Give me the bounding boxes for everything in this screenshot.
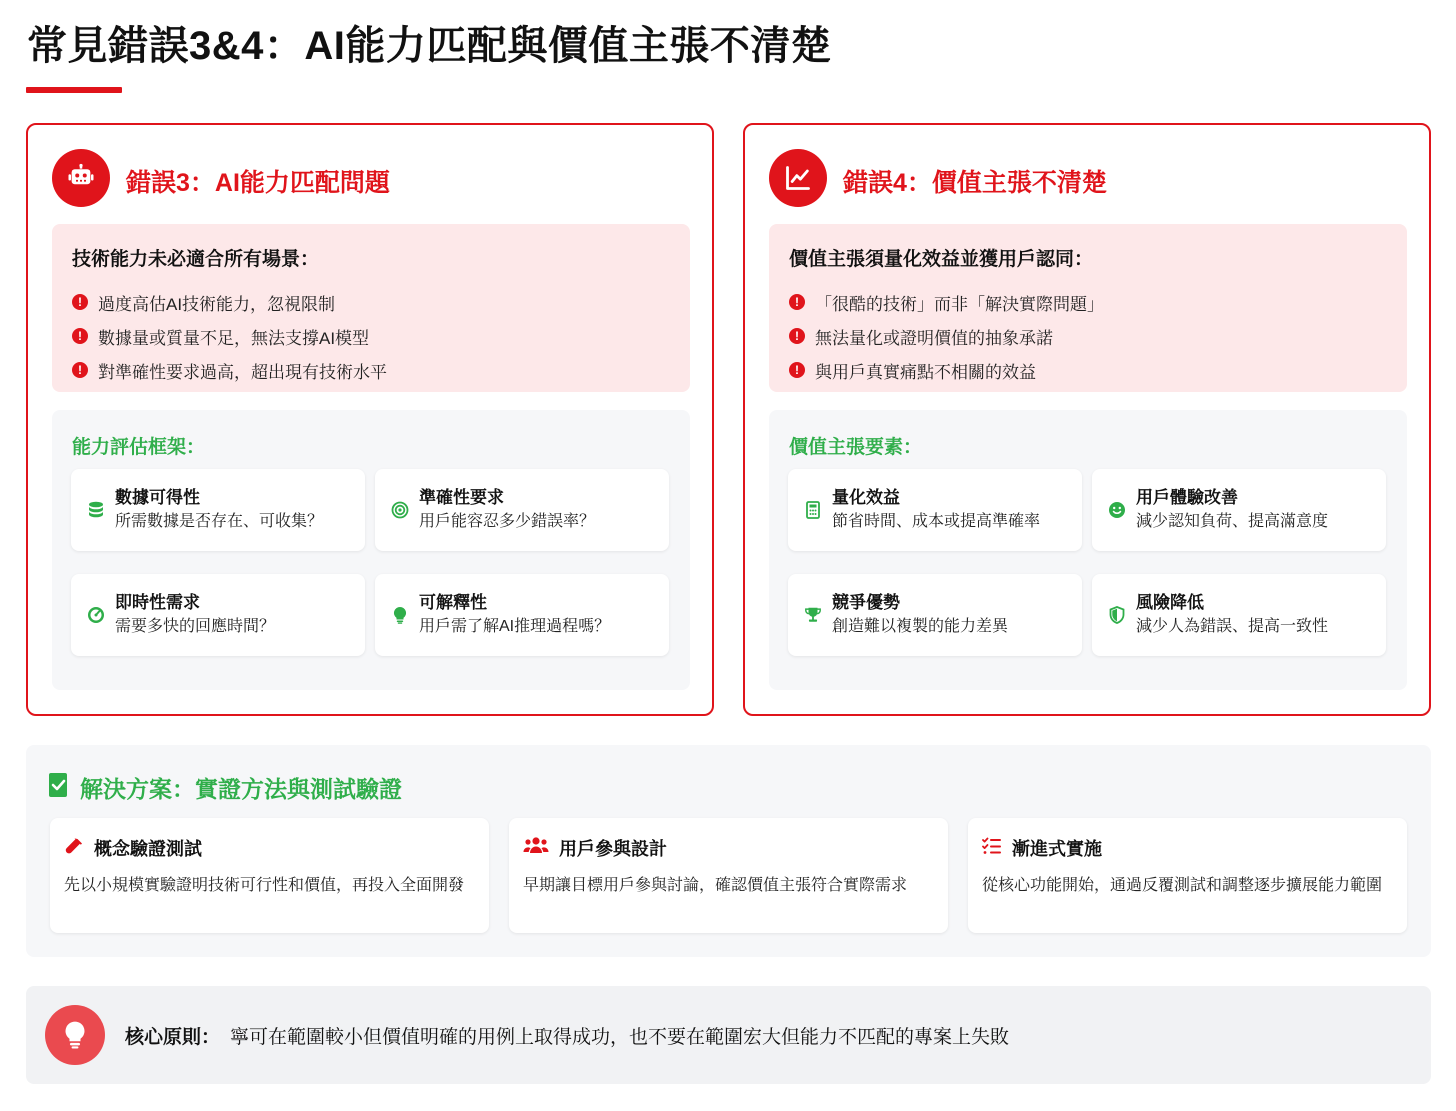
exclamation-icon: !	[72, 294, 88, 310]
target-icon	[391, 501, 409, 519]
smile-icon	[1108, 501, 1126, 519]
capability-framework	[52, 410, 690, 690]
core-principle	[26, 986, 1431, 1084]
trophy-icon	[804, 606, 822, 624]
exclamation-icon: !	[789, 294, 805, 310]
value-item-risk-reduction: 風險降低 減少人為錯誤、提高一致性	[1092, 574, 1386, 656]
solution-card-incremental: 漸進式實施 從核心功能開始，通過反覆測試和調整逐步擴展能力範圍	[968, 818, 1407, 933]
error4-card	[743, 123, 1431, 716]
problem-heading: 技術能力未必適合所有場景：	[72, 249, 320, 270]
chart-line-icon	[769, 149, 827, 207]
error4-title: 錯誤4：價值主張不清楚	[843, 169, 1107, 197]
framework-heading: 價值主張要素：	[789, 437, 923, 458]
value-item-competitive-advantage: 競爭優勢 創造難以複製的能力差異	[788, 574, 1082, 656]
database-icon	[87, 501, 105, 519]
framework-item-data-availability: 數據可得性 所需數據是否存在、可收集？	[71, 469, 365, 551]
framework-item-accuracy: 準確性要求 用戶能容忍多少錯誤率？	[375, 469, 669, 551]
check-square-icon	[48, 772, 68, 803]
solution-heading: 解決方案：實證方法與測試驗證	[48, 771, 402, 804]
framework-heading: 能力評估框架：	[72, 437, 206, 458]
problem-item: ! 「很酷的技術」而非「解決實際問題」	[789, 285, 1387, 319]
calculator-icon	[804, 501, 822, 519]
title-underline	[26, 87, 122, 93]
shield-icon	[1108, 606, 1126, 624]
solution-card-poc: 概念驗證測試 先以小規模實驗證明技術可行性和價值，再投入全面開發	[50, 818, 489, 933]
exclamation-icon: !	[789, 328, 805, 344]
lightbulb-icon	[45, 1005, 105, 1065]
value-proposition-elements	[769, 410, 1407, 690]
value-item-quantified-benefit: 量化效益 節省時間、成本或提高準確率	[788, 469, 1082, 551]
problem-item: ! 對準確性要求過高，超出現有技術水平	[72, 353, 670, 387]
gauge-icon	[87, 606, 105, 624]
value-item-user-experience: 用戶體驗改善 減少認知負荷、提高滿意度	[1092, 469, 1386, 551]
principle-text: 核心原則： 寧可在範圍較小但價值明確的用例上取得成功，也不要在範圍宏大但能力不匹配的專案上失敗	[125, 1027, 1010, 1048]
problem-item: ! 無法量化或證明價值的抽象承諾	[789, 319, 1387, 353]
problem-item: ! 與用戶真實痛點不相關的效益	[789, 353, 1387, 387]
lightbulb-icon	[391, 606, 409, 624]
framework-item-explainability: 可解釋性 用戶需了解AI推理過程嗎？	[375, 574, 669, 656]
error4-problem-box	[769, 224, 1407, 392]
error3-title: 錯誤3：AI能力匹配問題	[126, 169, 390, 197]
framework-item-latency: 即時性需求 需要多快的回應時間？	[71, 574, 365, 656]
solution-card-user-participation: 用戶參與設計 早期讓目標用戶參與討論，確認價值主張符合實際需求	[509, 818, 948, 933]
list-check-icon	[982, 837, 1002, 860]
problem-item: ! 數據量或質量不足，無法支撐AI模型	[72, 319, 670, 353]
exclamation-icon: !	[72, 328, 88, 344]
solution-section	[26, 745, 1431, 957]
problem-item: ! 過度高估AI技術能力，忽視限制	[72, 285, 670, 319]
problem-heading: 價值主張須量化效益並獲用戶認同：	[789, 249, 1094, 270]
test-tube-icon	[64, 836, 84, 861]
exclamation-icon: !	[789, 362, 805, 378]
error3-problem-box	[52, 224, 690, 392]
robot-icon	[52, 149, 110, 207]
page-title: 常見錯誤3&4：AI能力匹配與價值主張不清楚	[27, 24, 832, 68]
exclamation-icon: !	[72, 362, 88, 378]
users-icon	[523, 836, 549, 861]
error3-card	[26, 123, 714, 716]
